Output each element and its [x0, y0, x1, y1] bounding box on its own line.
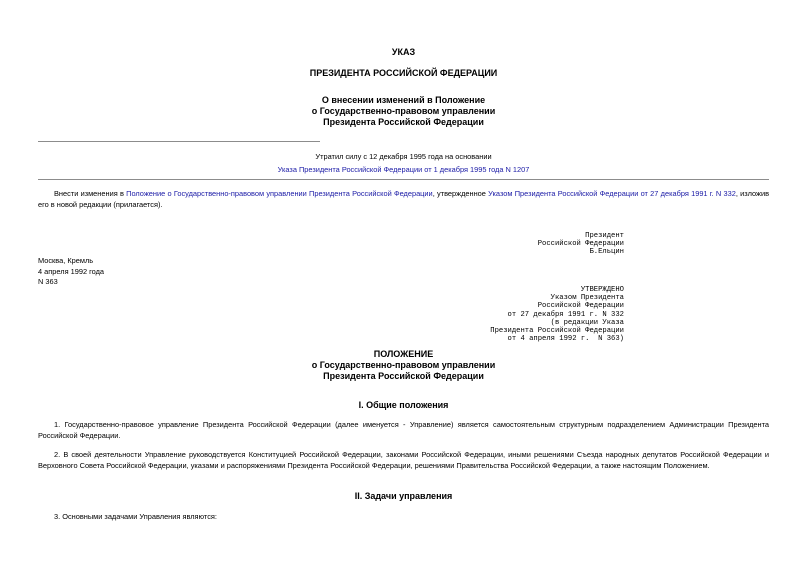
- paragraph-1: 1. Государственно-правовое управление Президента Российской Федерации (далее именуется - Управление) является самостоятельным структурным подразделением Администрации Президента Российской Федерации.: [38, 420, 769, 440]
- document-title-line: Президента Российской Федерации: [323, 117, 484, 127]
- paragraph-3: 3. Основными задачами Управления являются:: [54, 512, 217, 521]
- document-title-line: о Государственно-правовом управлении: [311, 106, 496, 116]
- place-date-block: Москва, Кремль 4 апреля 1992 года N 363: [38, 256, 105, 286]
- regulation-link[interactable]: Положение о Государственно-правовом управлении Президента Российской Федерации: [126, 189, 433, 198]
- document-title: [0, 95, 807, 128]
- long-divider: [38, 179, 769, 180]
- issuer: ПРЕЗИДЕНТА РОССИЙСКОЙ ФЕДЕРАЦИИ: [309, 68, 498, 78]
- approval-block: УТВЕРЖДЕНО Указом Президента Российской Федерации от 27 декабря 1991 г. N 332 (в редакции Указа Президента Российской Федерации от 4 апреля 1992 г. N 363): [490, 286, 624, 344]
- paragraph-2: 2. В своей деятельности Управление руководствуется Конституцией Российской Федерации, законами Российской Федерации, иными решениями Съезда народных депутатов Российской Федерации и Верховного Совета Российской Федерации, указами и распоряжениями Президента Российской Федерации, решениями Правительства Российской Федерации, а также настоящим Положением.: [38, 450, 769, 470]
- repeal-decree-link[interactable]: Указа Президента Российской Федерации от 1 декабря 1995 года N 1207: [277, 165, 530, 174]
- document-title-line: О внесении изменений в Положение: [321, 95, 486, 105]
- section-heading: I. Общие положения: [358, 400, 449, 410]
- signature-block: Президент Российской Федерации Б.Ельцин: [537, 232, 624, 257]
- status-note: Утратил силу с 12 декабря 1995 года на основании: [315, 152, 492, 161]
- intro-paragraph: Внести изменения в Положение о Государственно-правовом управлении Президента Российской Федерации, утвержденное Указом Президента Российской Федерации от 27 декабря 1991 г. N 332, изложив его в новой редакции (прилагается).: [38, 189, 769, 209]
- section-heading: II. Задачи управления: [354, 491, 453, 501]
- short-divider: [38, 141, 320, 142]
- document-type: УКАЗ: [391, 47, 416, 57]
- regulation-title: ПОЛОЖЕНИЕ о Государственно-правовом управлении Президента Российской Федерации: [311, 349, 496, 381]
- decree-332-link[interactable]: Указом Президента Российской Федерации от 27 декабря 1991 г. N 332: [488, 189, 736, 198]
